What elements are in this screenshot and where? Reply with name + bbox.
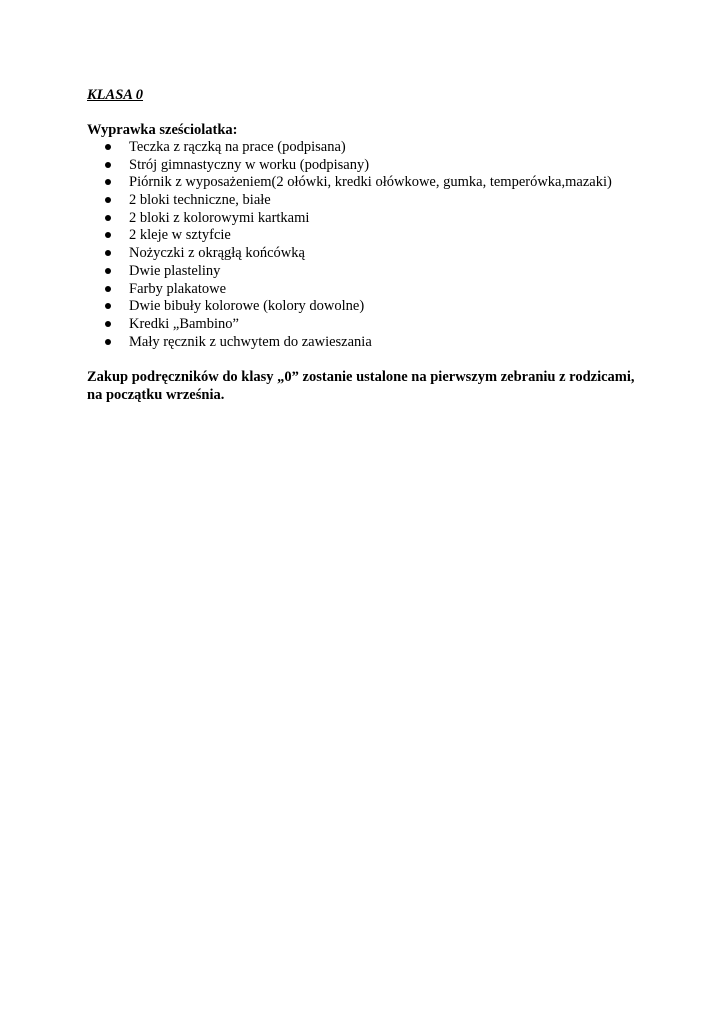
bullet-icon: [105, 162, 111, 168]
list-item-text: Farby plakatowe: [129, 280, 227, 297]
list-item-text: Nożyczki z okrągłą końcówką: [129, 245, 305, 262]
list-item: [87, 297, 612, 315]
supply-list: [87, 138, 612, 350]
textbook-note-line: na początku września.: [87, 387, 225, 403]
bullet-icon: [105, 232, 111, 238]
list-item: [87, 315, 612, 333]
list-item-text: 2 bloki z kolorowymi kartkami: [129, 209, 310, 226]
list-item: [87, 138, 612, 156]
bullet-icon: [105, 250, 111, 256]
list-item-text: Strój gimnastyczny w worku (podpisany): [129, 156, 370, 173]
list-item: [87, 262, 612, 280]
bullet-icon: [105, 215, 111, 221]
bullet-icon: [105, 303, 111, 309]
bullet-icon: [105, 197, 111, 203]
list-item: [87, 244, 612, 262]
bullet-icon: [105, 286, 111, 292]
list-item: [87, 280, 612, 298]
bullet-icon: [105, 144, 111, 150]
document-heading: KLASA 0: [87, 87, 144, 103]
bullet-icon: [105, 321, 111, 327]
list-item-text: Mały ręcznik z uchwytem do zawieszania: [129, 333, 372, 350]
list-item: [87, 333, 612, 351]
bullet-icon: [105, 339, 111, 345]
list-item-text: Teczka z rączką na prace (podpisana): [129, 139, 346, 155]
list-item: [87, 156, 612, 174]
section-title: Wyprawka sześciolatka:: [87, 122, 238, 138]
list-item-text: 2 bloki techniczne, białe: [129, 192, 271, 209]
bullet-icon: [105, 268, 111, 274]
list-item-text: Kredki „Bambino”: [129, 315, 239, 332]
textbook-note-line: Zakup podręczników do klasy „0” zostanie ustalone na pierwszym zebraniu z rodzicami,: [87, 369, 635, 385]
list-item-text: Dwie bibuły kolorowe (kolory dowolne): [129, 298, 365, 315]
textbook-note: [87, 368, 667, 404]
list-item: [87, 209, 612, 227]
list-item: [87, 191, 612, 209]
list-item: [87, 173, 612, 191]
list-item: [87, 226, 612, 244]
list-item-text: 2 kleje w sztyfcie: [129, 227, 231, 244]
list-item-text: Piórnik z wyposażeniem(2 ołówki, kredki ołówkowe, gumka, temperówka,mazaki): [129, 174, 612, 191]
list-item-text: Dwie plasteliny: [129, 262, 221, 279]
bullet-icon: [105, 179, 111, 185]
